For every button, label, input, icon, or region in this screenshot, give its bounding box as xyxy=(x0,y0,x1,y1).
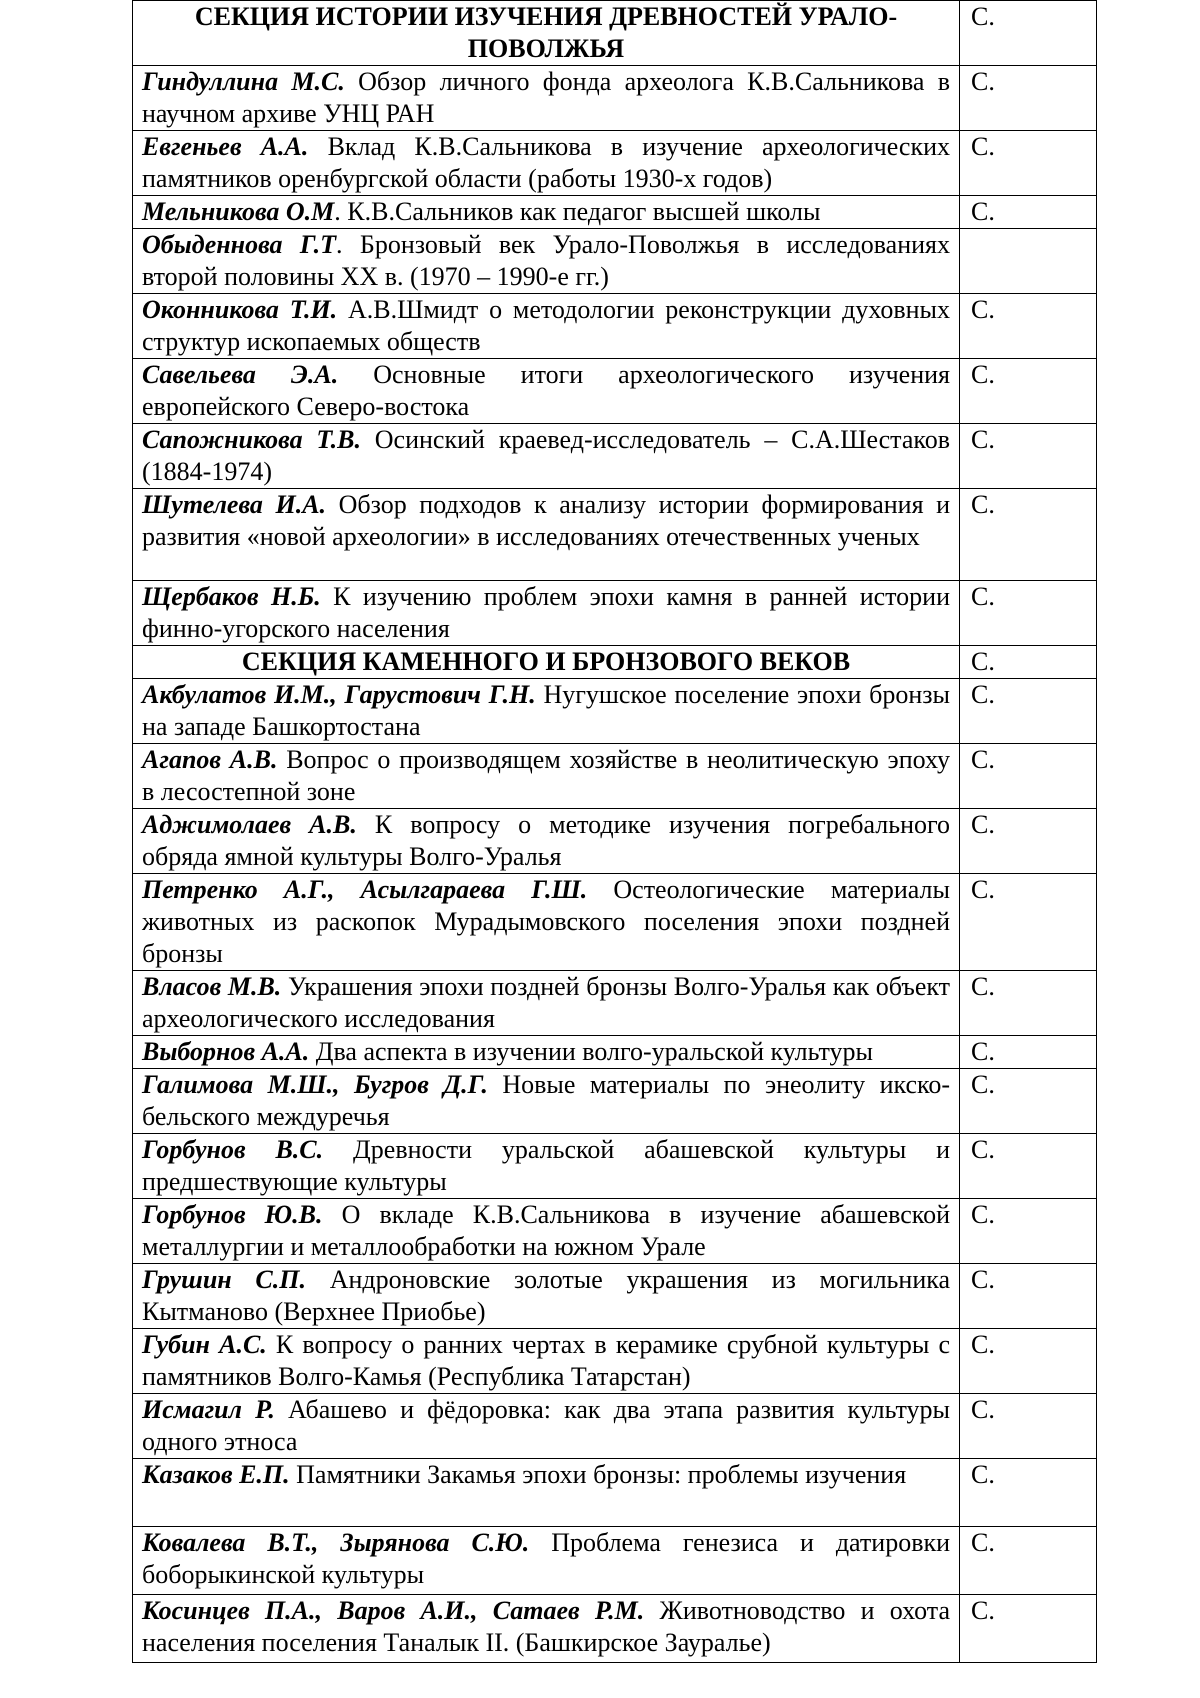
entry-author: Савельева Э.А. xyxy=(142,360,339,389)
entry-row xyxy=(133,1069,1097,1134)
entry-cell xyxy=(133,66,960,131)
page-number xyxy=(960,229,1097,294)
entry-title: Два аспекта в изучении волго-уральской культуры xyxy=(315,1037,873,1066)
entry-cell xyxy=(133,196,960,229)
entry-row xyxy=(133,424,1097,489)
entry-author: Агапов А.В. xyxy=(142,745,278,774)
page-number: С. xyxy=(960,1595,1097,1663)
entry-author: Грушин С.П. xyxy=(142,1265,306,1294)
contents-table xyxy=(132,0,1097,1663)
entry-row xyxy=(133,359,1097,424)
entry-row xyxy=(133,971,1097,1036)
page-number: С. xyxy=(960,1459,1097,1527)
entry-cell xyxy=(133,581,960,646)
page-number: С. xyxy=(960,131,1097,196)
entry-row xyxy=(133,1134,1097,1199)
entry-author: Петренко А.Г., Асылгараева Г.Ш. xyxy=(142,875,588,904)
entry-title: Андроновские золотые украшения из могильника Кытманово (Верхнее Приобье) xyxy=(142,1265,951,1326)
entry-row xyxy=(133,489,1097,581)
entry-cell xyxy=(133,874,960,971)
entry-cell xyxy=(133,1394,960,1459)
entry-cell xyxy=(133,1527,960,1595)
entry-title: Основные итоги археологического изучения европейского Северо-востока xyxy=(142,360,951,421)
page-number: С. xyxy=(960,971,1097,1036)
entry-cell xyxy=(133,809,960,874)
page-number: С. xyxy=(960,294,1097,359)
entry-row xyxy=(133,1036,1097,1069)
entry-title: Абашево и фёдоровка: как два этапа развития культуры одного этноса xyxy=(142,1395,951,1456)
entry-author: Выборнов А.А. xyxy=(142,1037,310,1066)
page-number: С. xyxy=(960,1036,1097,1069)
entry-cell xyxy=(133,971,960,1036)
entry-author: Оконникова Т.И. xyxy=(142,295,338,324)
entry-row xyxy=(133,66,1097,131)
page-number: С. xyxy=(960,489,1097,581)
entry-title: Древности уральской абашевской культуры и предшествующие культуры xyxy=(142,1135,951,1196)
page-number: С. xyxy=(960,1264,1097,1329)
entry-title: . К.В.Сальников как педагог высшей школы xyxy=(334,197,821,226)
page-number: С. xyxy=(960,424,1097,489)
page-number: С. xyxy=(960,66,1097,131)
entry-title: Новые материалы по энеолиту икско-бельского междуречья xyxy=(142,1070,951,1131)
entry-author: Шутелева И.А. xyxy=(142,490,327,519)
entry-author: Ковалева В.Т., Зырянова С.Ю. xyxy=(142,1528,530,1557)
entry-row xyxy=(133,294,1097,359)
entry-title: Вопрос о производящем хозяйстве в неолитическую эпоху в лесостепной зоне xyxy=(142,745,950,806)
page-number: С. xyxy=(960,1199,1097,1264)
entry-author: Обыденнова Г.Т xyxy=(142,230,337,259)
entry-title: Осинский краевед-исследователь – С.А.Шестаков (1884-1974) xyxy=(142,425,950,486)
entry-row xyxy=(133,874,1097,971)
entry-author: Аджимолаев А.В. xyxy=(142,810,357,839)
entry-author: Гиндуллина М.С. xyxy=(142,67,345,96)
entry-title: А.В.Шмидт о методологии реконструкции духовных структур ископаемых обществ xyxy=(142,295,950,356)
entry-row xyxy=(133,744,1097,809)
entry-row xyxy=(133,1264,1097,1329)
entry-cell xyxy=(133,679,960,744)
entry-cell xyxy=(133,359,960,424)
page-number: С. xyxy=(960,1394,1097,1459)
entry-row xyxy=(133,1459,1097,1527)
page-number: С. xyxy=(960,1329,1097,1394)
page-number: С. xyxy=(960,1134,1097,1199)
page-number: С. xyxy=(960,196,1097,229)
entry-title: Памятники Закамья эпохи бронзы: проблемы изучения xyxy=(296,1460,907,1489)
entry-row xyxy=(133,581,1097,646)
entry-cell xyxy=(133,131,960,196)
entry-cell xyxy=(133,1036,960,1069)
entry-author: Акбулатов И.М., Гарустович Г.Н. xyxy=(142,680,536,709)
page-number: С. xyxy=(960,359,1097,424)
entry-author: Губин А.С. xyxy=(142,1330,267,1359)
section-title: СЕКЦИЯ ИСТОРИИ ИЗУЧЕНИЯ ДРЕВНОСТЕЙ УРАЛО-ПОВОЛЖЬЯ xyxy=(133,1,960,66)
entry-cell xyxy=(133,229,960,294)
entry-row xyxy=(133,1527,1097,1595)
entry-cell xyxy=(133,294,960,359)
entry-author: Щербаков Н.Б. xyxy=(142,582,321,611)
entry-cell xyxy=(133,489,960,581)
section-title: СЕКЦИЯ КАМЕННОГО И БРОНЗОВОГО ВЕКОВ xyxy=(133,646,960,679)
entry-row xyxy=(133,1595,1097,1663)
entry-cell xyxy=(133,1069,960,1134)
entry-row xyxy=(133,1329,1097,1394)
contents-table-body xyxy=(133,1,1097,1663)
page-number: С. xyxy=(960,809,1097,874)
entry-row xyxy=(133,809,1097,874)
entry-title: Вклад К.В.Сальникова в изучение археологических памятников оренбургской области (работы 1930-х годов) xyxy=(142,132,950,193)
entry-title: Обзор личного фонда археолога К.В.Сальникова в научном архиве УНЦ РАН xyxy=(142,67,950,128)
page-number: С. xyxy=(960,874,1097,971)
entry-cell xyxy=(133,1329,960,1394)
entry-title: Проблема генезиса и датировки боборыкинской культуры xyxy=(142,1528,951,1589)
entry-cell xyxy=(133,1595,960,1663)
entry-cell xyxy=(133,1459,960,1527)
entry-title: Остеологические материалы животных из раскопок Мурадымовского поселения эпохи поздней бронзы xyxy=(142,875,950,968)
entry-title: Обзор подходов к анализу истории формирования и развития «новой археологии» в исследованиях отечественных ученых xyxy=(142,490,951,551)
entry-row xyxy=(133,679,1097,744)
entry-title: К вопросу о методике изучения погребального обряда ямной культуры Волго-Уралья xyxy=(142,810,950,871)
page-number: С. xyxy=(960,1069,1097,1134)
section-header-row xyxy=(133,1,1097,66)
entry-title: К вопросу о ранних чертах в керамике срубной культуры с памятников Волго-Камья (Республика Татарстан) xyxy=(142,1330,950,1391)
page-number: С. xyxy=(960,1,1097,66)
entry-row xyxy=(133,229,1097,294)
entry-title: Животноводство и охота населения поселения Таналык II. (Башкирское Зауралье) xyxy=(142,1596,950,1657)
entry-author: Мельникова О.М xyxy=(142,197,335,226)
entry-author: Сапожникова Т.В. xyxy=(142,425,361,454)
entry-author: Горбунов В.С. xyxy=(142,1135,324,1164)
entry-row xyxy=(133,196,1097,229)
entry-title: К изучению проблем эпохи камня в ранней истории финно-угорского населения xyxy=(142,582,951,643)
entry-author: Власов М.В. xyxy=(142,972,282,1001)
entry-author: Горбунов Ю.В. xyxy=(142,1200,323,1229)
page-number: С. xyxy=(960,581,1097,646)
entry-cell xyxy=(133,1134,960,1199)
entry-author: Исмагил Р. xyxy=(142,1395,275,1424)
section-header-row xyxy=(133,646,1097,679)
entry-cell xyxy=(133,744,960,809)
entry-cell xyxy=(133,1199,960,1264)
entry-title: . Бронзовый век Урало-Поволжья в исследованиях второй половины XX в. (1970 – 1990-е гг.) xyxy=(142,230,950,291)
entry-row xyxy=(133,1394,1097,1459)
entry-row xyxy=(133,131,1097,196)
entry-title: Украшения эпохи поздней бронзы Волго-Уралья как объект археологического исследования xyxy=(142,972,951,1033)
page-number: С. xyxy=(960,646,1097,679)
entry-author: Галимова М.Ш., Бугров Д.Г. xyxy=(142,1070,488,1099)
entry-cell xyxy=(133,1264,960,1329)
page-number: С. xyxy=(960,744,1097,809)
entry-author: Косинцев П.А., Варов А.И., Сатаев Р.М. xyxy=(142,1596,645,1625)
entry-author: Казаков Е.П. xyxy=(142,1460,290,1489)
entry-cell xyxy=(133,424,960,489)
entry-title: О вкладе К.В.Сальникова в изучение абашевской металлургии и металлообработки на южном Урале xyxy=(142,1200,950,1261)
page-number: С. xyxy=(960,1527,1097,1595)
entry-row xyxy=(133,1199,1097,1264)
entry-author: Евгеньев А.А. xyxy=(142,132,309,161)
entry-title: Нугушское поселение эпохи бронзы на западе Башкортостана xyxy=(142,680,950,741)
page-number: С. xyxy=(960,679,1097,744)
